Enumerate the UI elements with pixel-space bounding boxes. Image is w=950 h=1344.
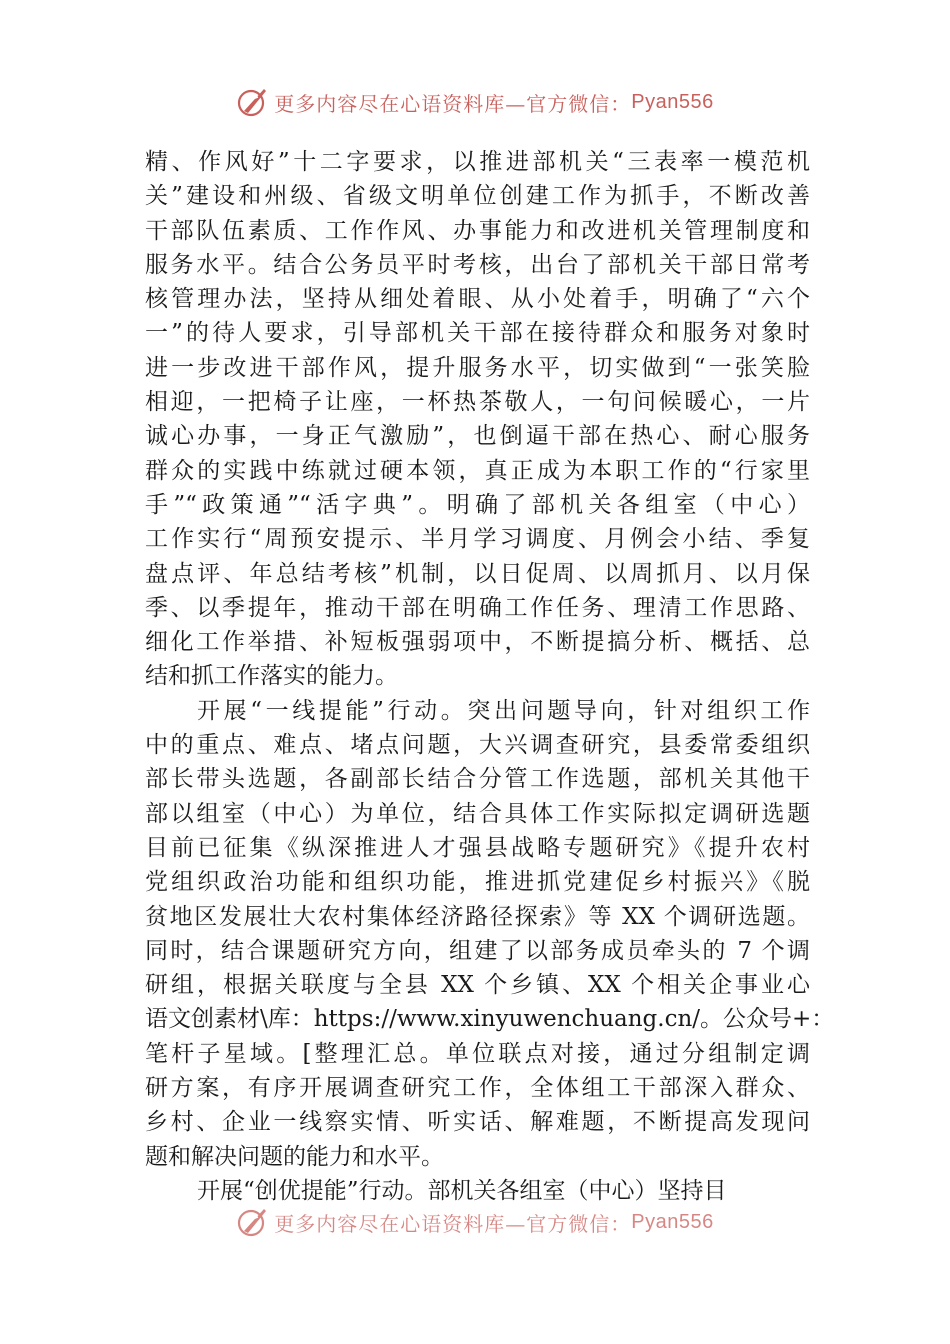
text-line: 中的重点、难点、堵点问题，大兴调查研究，县委常委组织 [145, 732, 810, 759]
watermark-wechat-id: Pyan556 [631, 90, 714, 113]
text-line: 相迎，一把椅子让座，一杯热茶敬人，一句问候暖心，一片 [145, 389, 810, 416]
text-line: 党组织政治功能和组织功能，推进抓党建促乡村振兴》《脱 [145, 869, 810, 896]
text-line: 研组，根据关联度与全县 XX 个乡镇、XX 个相关企事业心 [145, 972, 810, 999]
watermark-header [0, 82, 950, 122]
quill-logo-icon [236, 85, 270, 119]
text-line: 群众的实践中练就过硬本领，真正成为本职工作的“行家里 [145, 457, 810, 484]
text-line: 乡村、企业一线察实情、听实话、解难题，不断提高发现问 [145, 1109, 810, 1136]
watermark-footer [0, 1202, 950, 1242]
paragraph-end-line: 题和解决问题的能力和水平。 [145, 1143, 444, 1170]
text-line: 笔杆子星域。[整理汇总。单位联点对接，通过分组制定调 [145, 1040, 810, 1067]
text-line: 贫地区发展壮大农村集体经济路径探索》等 XX 个调研选题。 [145, 903, 810, 930]
text-line: 核管理办法，坚持从细处着眼、从小处着手，明确了“六个 [145, 286, 810, 313]
paragraph-start-line: 开展“创优提能”行动。部机关各组室（中心）坚持目 [197, 1177, 727, 1204]
paragraph-end-line: 结和抓工作落实的能力。 [145, 663, 398, 690]
text-line: 语文创素材\库：https://www.xinyuwenchuang.cn/。公众号+： [145, 1006, 835, 1033]
text-line: 同时，结合课题研究方向，组建了以部务成员牵头的 7 个调 [145, 937, 810, 964]
watermark-wechat-id: Pyan556 [631, 1210, 714, 1233]
text-line: 诚心办事，一身正气激励”，也倒逼干部在热心、耐心服务 [145, 423, 810, 450]
text-line: 精、作风好”十二字要求，以推进部机关“三表率一模范机 [145, 149, 810, 175]
watermark-text: 更多内容尽在心语资料库—官方微信： [274, 91, 632, 116]
text-line: 季、以季提年，推动干部在明确工作任务、理清工作思路、 [145, 594, 810, 621]
watermark-text: 更多内容尽在心语资料库—官方微信： [274, 1211, 632, 1236]
text-line: 部长带头选题，各副部长结合分管工作选题，部机关其他干 [145, 766, 810, 793]
text-line: 研方案，有序开展调查研究工作，全体组工干部深入群众、 [145, 1075, 810, 1102]
text-line: 手”“政策通”“活字典”。明确了部机关各组室（中心） [145, 491, 810, 518]
paragraph-start-line: 开展“一线提能”行动。突出问题导向，针对组织工作 [197, 697, 810, 724]
quill-logo-icon [236, 1205, 270, 1239]
text-line: 细化工作举措、补短板强弱项中，不断提搞分析、概括、总 [145, 629, 810, 656]
text-line: 目前已征集《纵深推进人才强县战略专题研究》《提升农村 [145, 834, 810, 861]
text-line: 部以组室（中心）为单位，结合具体工作实际拟定调研选题 [145, 800, 810, 827]
text-line: 干部队伍素质、工作作风、办事能力和改进机关管理制度和 [145, 217, 810, 244]
text-line: 进一步改进干部作风，提升服务水平，切实做到“一张笑脸 [145, 354, 810, 381]
text-line: 盘点评、年总结考核”机制，以日促周、以周抓月、以月保 [145, 560, 810, 587]
text-line: 服务水平。结合公务员平时考核，出台了部机关干部日常考 [145, 251, 810, 278]
text-line: 工作实行“周预安提示、半月学习调度、月例会小结、季复 [145, 526, 810, 553]
document-body [145, 145, 835, 1208]
text-line: 一”的待人要求，引导部机关干部在接待群众和服务对象时 [145, 320, 810, 347]
text-line: 关”建设和州级、省级文明单位创建工作为抓手，不断改善 [145, 183, 810, 210]
